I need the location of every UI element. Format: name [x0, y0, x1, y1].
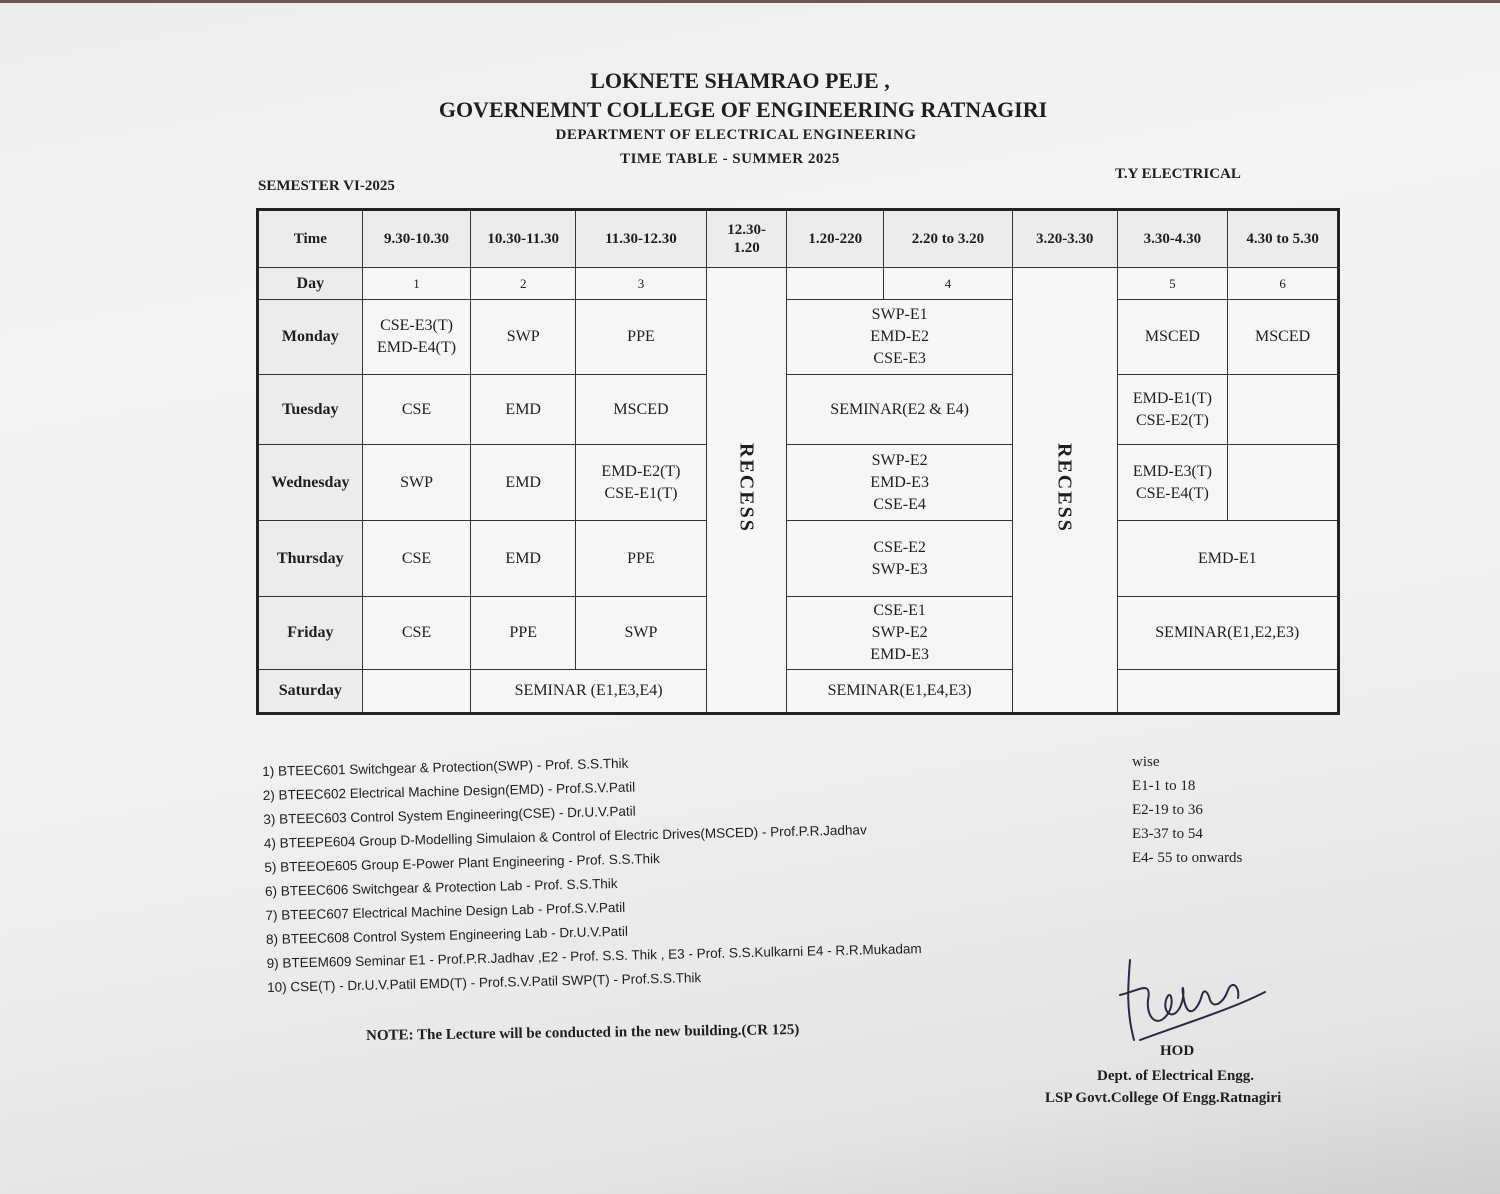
cell: PPE	[471, 597, 576, 670]
day-friday: Friday	[258, 597, 363, 670]
college-name-line1: LOKNETE SHAMRAO PEJE ,	[590, 68, 890, 93]
saturday-row	[258, 670, 1339, 714]
slot-header: 4.30 to 5.30	[1228, 210, 1339, 268]
cell: SEMINAR(E1,E2,E3)	[1117, 597, 1338, 670]
slot-header: 12.30- 1.20	[706, 210, 787, 268]
cell: MSCED	[1228, 300, 1339, 375]
slot-header: 10.30-11.30	[471, 210, 576, 268]
slot-header: 2.20 to 3.20	[884, 210, 1013, 268]
cell: CSE-E3(T) EMD-E4(T)	[362, 300, 471, 375]
subject-item: 4) BTEEPE604 Group D-Modelling Simulaion & Control of Electric Drives(MSCED) - Prof.P.R.Jadhav	[263, 822, 867, 851]
cell: CSE	[362, 521, 471, 597]
cell: SWP-E2 EMD-E3 CSE-E4	[787, 445, 1012, 521]
class-label: T.Y ELECTRICAL	[1115, 166, 1241, 182]
cell-empty	[1117, 670, 1338, 714]
cell: SWP	[471, 300, 576, 375]
subject-item: 3) BTEEC603 Control System Engineering(CSE) - Dr.U.V.Patil	[263, 803, 636, 827]
cell: SEMINAR (E1,E3,E4)	[471, 670, 707, 714]
batch-title: wise	[1132, 754, 1160, 770]
batch-item: E3-37 to 54	[1132, 826, 1203, 842]
subject-item: 6) BTEEC606 Switchgear & Protection Lab - Prof. S.S.Thik	[264, 875, 618, 899]
time-header: Time	[258, 210, 363, 268]
department-name: DEPARTMENT OF ELECTRICAL ENGINEERING	[555, 127, 917, 143]
slot-number: 6	[1228, 268, 1339, 300]
batch-list	[1132, 750, 1242, 870]
day-wednesday: Wednesday	[258, 445, 363, 521]
wednesday-row	[258, 445, 1339, 521]
cell-empty	[1228, 445, 1339, 521]
cell: CSE-E1 SWP-E2 EMD-E3	[787, 597, 1012, 670]
cell: EMD-E3(T) CSE-E4(T)	[1117, 445, 1228, 521]
cell: MSCED	[1117, 300, 1228, 375]
slot-number-empty	[787, 268, 884, 300]
batch-item: E2-19 to 36	[1132, 802, 1203, 818]
cell: SEMINAR(E2 & E4)	[787, 375, 1012, 445]
cell: EMD-E2(T) CSE-E1(T)	[576, 445, 707, 521]
batch-item: E4- 55 to onwards	[1132, 850, 1243, 866]
cell-empty	[1228, 375, 1339, 445]
recess-label: RECESS	[735, 442, 758, 533]
semester-label: SEMESTER VI-2025	[258, 178, 395, 194]
cell: MSCED	[576, 375, 707, 445]
batch-item: E1-1 to 18	[1132, 778, 1196, 794]
cell: EMD	[471, 445, 576, 521]
day-saturday: Saturday	[258, 670, 363, 714]
slot-header: 1.20-220	[787, 210, 884, 268]
slot-number: 2	[471, 268, 576, 300]
slot-header: 9.30-10.30	[362, 210, 471, 268]
cell: SWP	[576, 597, 707, 670]
college-name-line2: GOVERNEMNT COLLEGE OF ENGINEERING RATNAGIRI	[438, 97, 1048, 122]
day-thursday: Thursday	[258, 521, 363, 597]
day-number-row	[258, 268, 1339, 300]
subject-item: 5) BTEEOE605 Group E-Power Plant Engineering - Prof. S.S.Thik	[264, 851, 660, 875]
subject-item: 7) BTEEC607 Electrical Machine Design Lab - Prof.S.V.Patil	[265, 899, 626, 923]
subject-list	[262, 745, 923, 1000]
day-header: Day	[258, 268, 363, 300]
subject-item: 1) BTEEC601 Switchgear & Protection(SWP) - Prof. S.S.Thik	[262, 755, 629, 779]
slot-header: 3.30-4.30	[1117, 210, 1228, 268]
cell: PPE	[576, 521, 707, 597]
cell: SWP-E1 EMD-E2 CSE-E3	[787, 300, 1012, 375]
hod-department: Dept. of Electrical Engg.	[1097, 1068, 1255, 1084]
cell: CSE-E2 SWP-E3	[787, 521, 1012, 597]
cell: SWP	[362, 445, 471, 521]
cell-empty	[362, 670, 471, 714]
subject-item: 8) BTEEC608 Control System Engineering Lab - Dr.U.V.Patil	[265, 923, 629, 947]
monday-row	[258, 300, 1339, 375]
slot-number: 5	[1117, 268, 1228, 300]
day-tuesday: Tuesday	[258, 375, 363, 445]
subject-item: 10) CSE(T) - Dr.U.V.Patil EMD(T) - Prof.S.V.Patil SWP(T) - Prof.S.S.Thik	[266, 970, 702, 995]
cell: EMD	[471, 375, 576, 445]
recess-cell-2	[1012, 268, 1117, 714]
timetable	[256, 208, 1340, 715]
day-monday: Monday	[258, 300, 363, 375]
subject-item: 9) BTEEM609 Seminar E1 - Prof.P.R.Jadhav ,E2 - Prof. S.S. Thik , E3 - Prof. S.S.Kulkarni E4 - R.R.Mukadam	[266, 941, 922, 971]
slot-number: 1	[362, 268, 471, 300]
slot-number: 4	[884, 268, 1013, 300]
photo-top-edge	[0, 0, 1500, 3]
hod-label: HOD	[1160, 1043, 1195, 1059]
slot-header: 3.20-3.30	[1012, 210, 1117, 268]
thursday-row	[258, 521, 1339, 597]
cell: EMD-E1(T) CSE-E2(T)	[1117, 375, 1228, 445]
recess-label: RECESS	[1053, 442, 1076, 533]
cell: PPE	[576, 300, 707, 375]
hod-college: LSP Govt.College Of Engg.Ratnagiri	[1045, 1090, 1282, 1106]
note-text: NOTE: The Lecture will be conducted in the new building.(CR 125)	[366, 1021, 800, 1044]
recess-cell-1	[706, 268, 787, 714]
subject-item: 2) BTEEC602 Electrical Machine Design(EMD) - Prof.S.V.Patil	[262, 779, 636, 803]
time-row	[258, 210, 1339, 268]
slot-number: 3	[576, 268, 707, 300]
cell: CSE	[362, 597, 471, 670]
timetable-title: TIME TABLE - SUMMER 2025	[620, 151, 840, 167]
hod-signature	[1100, 940, 1280, 1050]
friday-row	[258, 597, 1339, 670]
cell: EMD-E1	[1117, 521, 1338, 597]
cell: SEMINAR(E1,E4,E3)	[787, 670, 1012, 714]
cell: EMD	[471, 521, 576, 597]
slot-header: 11.30-12.30	[576, 210, 707, 268]
tuesday-row	[258, 375, 1339, 445]
cell: CSE	[362, 375, 471, 445]
